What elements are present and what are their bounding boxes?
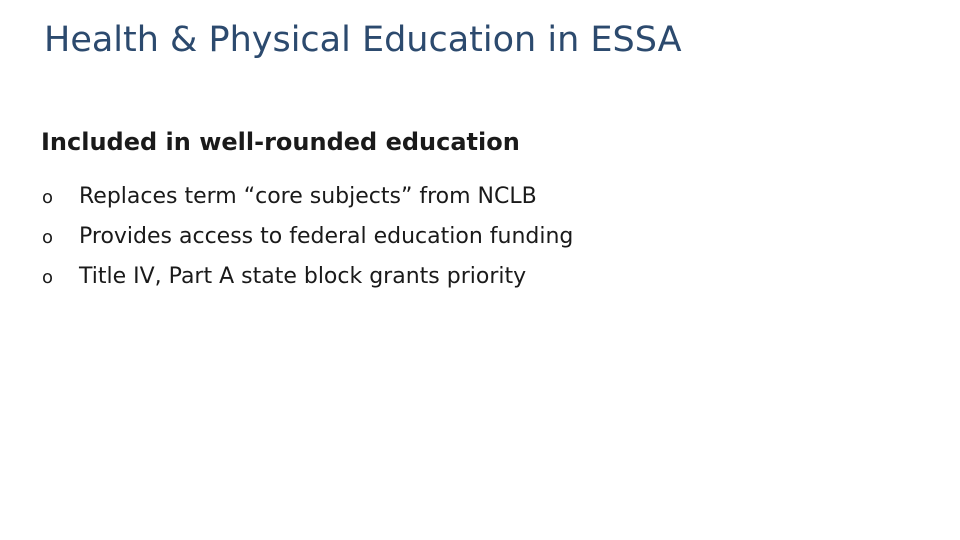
bullet-text: Title IV, Part A state block grants priority (79, 264, 527, 289)
bullet-marker: o (42, 187, 54, 208)
slide-title: Health & Physical Education in ESSA (44, 20, 682, 60)
bullet-text: Replaces term “core subjects” from NCLB (79, 184, 537, 209)
bullet-marker: o (42, 227, 54, 248)
list-item (42, 178, 573, 218)
slide-subheading: Included in well-rounded education (41, 128, 520, 156)
list-item (42, 258, 573, 298)
list-item (42, 218, 573, 258)
bullet-list (42, 178, 573, 298)
bullet-marker: o (42, 267, 54, 288)
bullet-text: Provides access to federal education funding (79, 224, 574, 249)
